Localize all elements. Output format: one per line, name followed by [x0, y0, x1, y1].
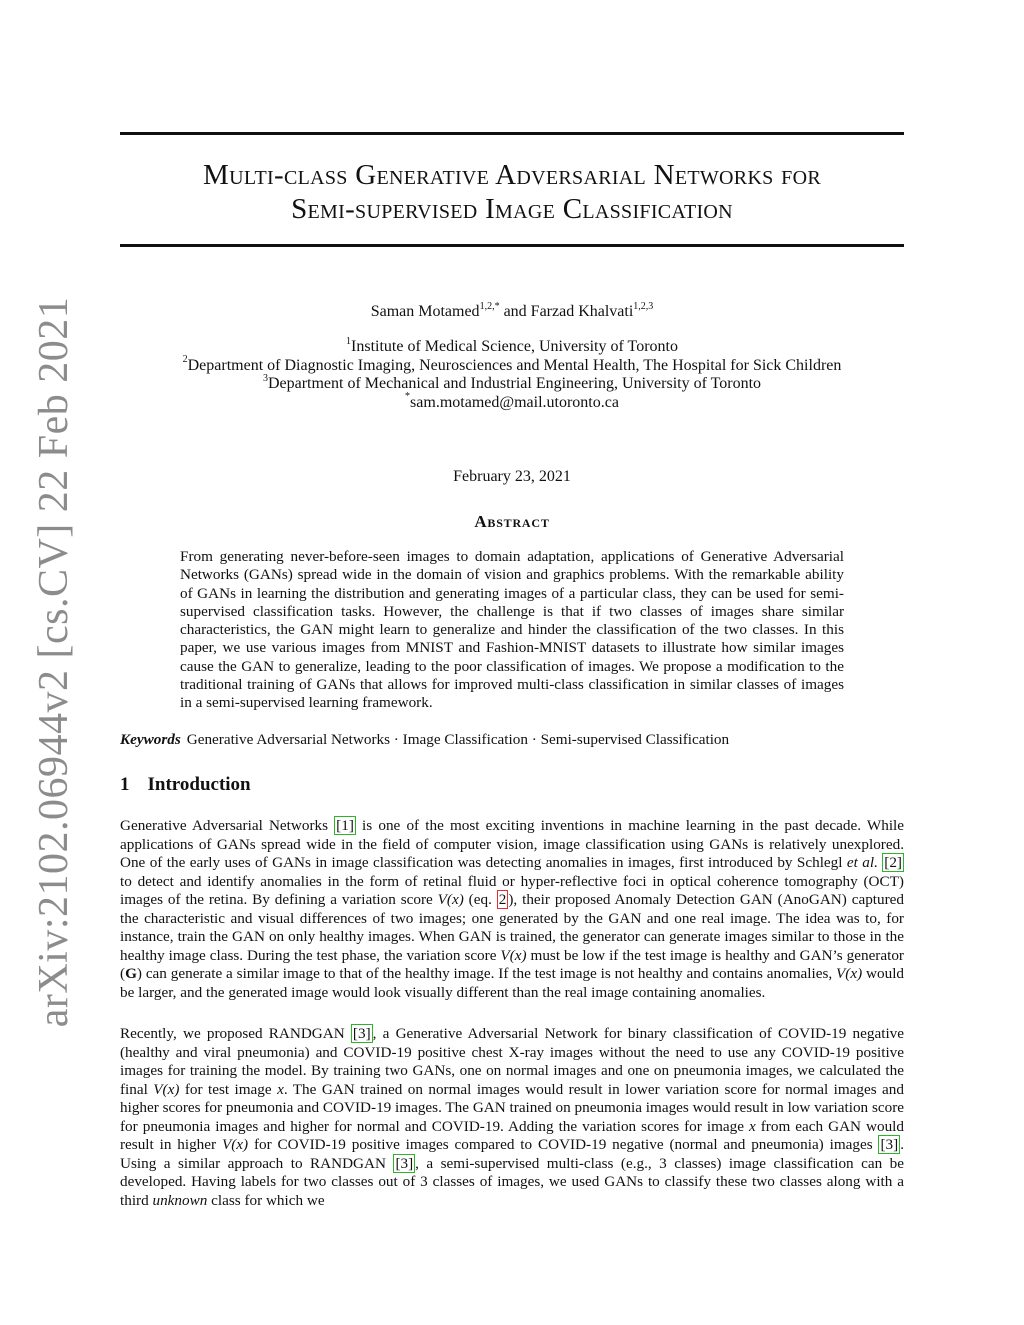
author-conjunction: and	[499, 303, 531, 320]
paragraph	[120, 1025, 904, 1210]
affiliations	[120, 335, 904, 412]
affiliation-mark: *	[405, 391, 411, 403]
author-name: Farzad Khalvati	[530, 303, 634, 320]
affiliation-text: Department of Diagnostic Imaging, Neurosciences and Mental Health, The Hospital for Sick Children	[187, 356, 842, 374]
affiliation-line	[120, 354, 904, 376]
math-expression: x	[277, 1080, 284, 1098]
text-run: Recently, we proposed RANDGAN	[120, 1025, 351, 1042]
author-name: Saman Motamed	[370, 303, 480, 320]
math-expression: x	[748, 1117, 756, 1135]
affiliation-mark: 1	[346, 335, 352, 347]
text-run: for COVID-19 positive images compared to COVID-19 negative (normal and pneumonia) images	[248, 1136, 879, 1153]
section-number: 1	[120, 774, 130, 795]
citation-link[interactable]: [3]	[880, 1136, 899, 1153]
affiliation-mark: 3	[262, 372, 268, 384]
citation-link[interactable]: [3]	[352, 1025, 371, 1042]
math-expression: V(x)	[221, 1136, 249, 1153]
author-affiliation-mark: 1,2,3	[633, 300, 654, 312]
affiliation-text: Department of Mechanical and Industrial Engineering, University of Toronto	[267, 375, 762, 392]
text-run: would be larger, and the generated image would look visually different than the real image containing anomalies.	[120, 965, 905, 1001]
title-line-2: Semi-supervised Image Classification	[291, 193, 733, 225]
keywords-label: Keywords	[120, 731, 181, 748]
math-expression: G	[125, 965, 137, 982]
affiliation-line	[120, 335, 904, 357]
math-expression: V(x)	[500, 946, 527, 964]
equation-reference-link[interactable]: 2	[498, 891, 507, 908]
publication-date: February 23, 2021	[453, 468, 571, 485]
paper-title	[120, 158, 904, 226]
section-title: Introduction	[147, 774, 251, 795]
citation-link[interactable]: [2]	[884, 854, 902, 871]
text-run: , a Generative Adversarial Network for binary classification of COVID-19 negative (healthy and viral pneumonia) and COVID-19 positive chest X-ray images without the need to use any COVID-19 positive images for training the model. By training two GANs, one on normal images and one on pneumonia images, we calculated the final	[120, 1025, 904, 1098]
text-run: . The GAN trained on normal images would result in lower variation score for normal images and higher scores for pneumonia and COVID-19 images. The GAN trained on pneumonia images would result in low variation score for pneumonia images and higher for normal and COVID-19. Adding the variation scores for image	[120, 1080, 904, 1135]
text-run: . Using a similar approach to RANDGAN	[120, 1136, 904, 1172]
text-run: ), their proposed Anomaly Detection GAN (AnoGAN) captured the characteristic and visual differences of two images; one generated by the GAN and one real image. The idea was to, for instance, train the GAN on only healthy images. When GAN is trained, the generator can generate images similar to those in the healthy image class. During the test phase, the variation score	[120, 891, 904, 964]
text-run: Generative Adversarial Networks	[120, 817, 335, 834]
text-run: class for which we	[207, 1191, 325, 1209]
title-rule-bottom	[120, 244, 904, 247]
abstract-heading: Abstract	[474, 512, 550, 531]
math-expression: V(x)	[437, 891, 464, 908]
title-rule-top	[120, 132, 904, 135]
abstract-text: From generating never-before-seen images to domain adaptation, applications of Generative Adversarial Networks (GANs) spread wide in the domain of vision and graphics problems. With the remarkable ability of GANs in learning the distribution and generating images of a particular class, they can be used for semi-supervised classification tasks. However, the challenge is that if two classes of images share similar characteristics, the GAN might learn to generalize and hinder the classification of the two classes. In this paper, we use various images from MNIST and Fashion-MNIST datasets to illustrate how similar images cause the GAN to generalize, leading to the poor classification of images. We propose a modification to the traditional training of GANs that allows for improved multi-class classification in similar classes of images in a semi-supervised learning framework.	[180, 548, 844, 712]
text-run: for test image	[179, 1080, 278, 1098]
keywords	[120, 731, 904, 749]
text-run: ) can generate a similar image to that of the healthy image. If the test image is not healthy and contains anomalies,	[136, 965, 837, 982]
section-heading	[120, 774, 251, 796]
title-line-1: Multi-class Generative Adversarial Networks for	[203, 159, 821, 191]
text-run: to detect and identify anomalies in the form of retinal fluid or hyper-reflective foci in optical coherence tomography (OCT) images of the retina. By defining a variation score	[120, 872, 904, 908]
text-run: et al.	[846, 854, 878, 871]
arxiv-identifier: arXiv:2102.06944v2 [cs.CV] 22 Feb 2021	[31, 296, 77, 1028]
math-expression: V(x)	[836, 965, 863, 982]
text-run: must be low if the test image is healthy and GAN’s generator (	[120, 946, 904, 982]
author-affiliation-mark: 1,2,*	[479, 300, 500, 312]
affiliation-mark: 2	[182, 354, 188, 366]
affiliation-text: Institute of Medical Science, University of Toronto	[351, 338, 678, 355]
text-run: , a semi-supervised multi-class (e.g., 3 classes) image classification can be developed. Having labels for two classes out of 3 classes of images, we used GANs to classify these two classes along with a third	[120, 1154, 904, 1209]
paragraph	[120, 817, 904, 1002]
text-run: from each GAN would result in higher	[120, 1117, 904, 1153]
math-expression: V(x)	[153, 1080, 180, 1098]
author-list	[120, 302, 904, 322]
contact-email-line	[120, 391, 904, 413]
affiliation-line	[120, 372, 904, 394]
contact-email[interactable]: sam.motamed@mail.utoronto.ca	[410, 393, 619, 411]
keywords-text: Generative Adversarial Networks · Image Classification · Semi-supervised Classification	[186, 731, 730, 748]
citation-link[interactable]: [3]	[395, 1154, 414, 1172]
text-run: is one of the most exciting inventions in machine learning in the past decade. While applications of GANs spread wide in the field of computer vision, image classification using GANs is relatively unexplored. One of the early uses of GANs in image classification was detecting anomalies in images, first introduced by Schlegl	[120, 817, 904, 871]
text-run: unknown	[152, 1191, 208, 1209]
citation-link[interactable]: [1]	[336, 817, 354, 834]
text-run: (eq.	[463, 891, 497, 908]
